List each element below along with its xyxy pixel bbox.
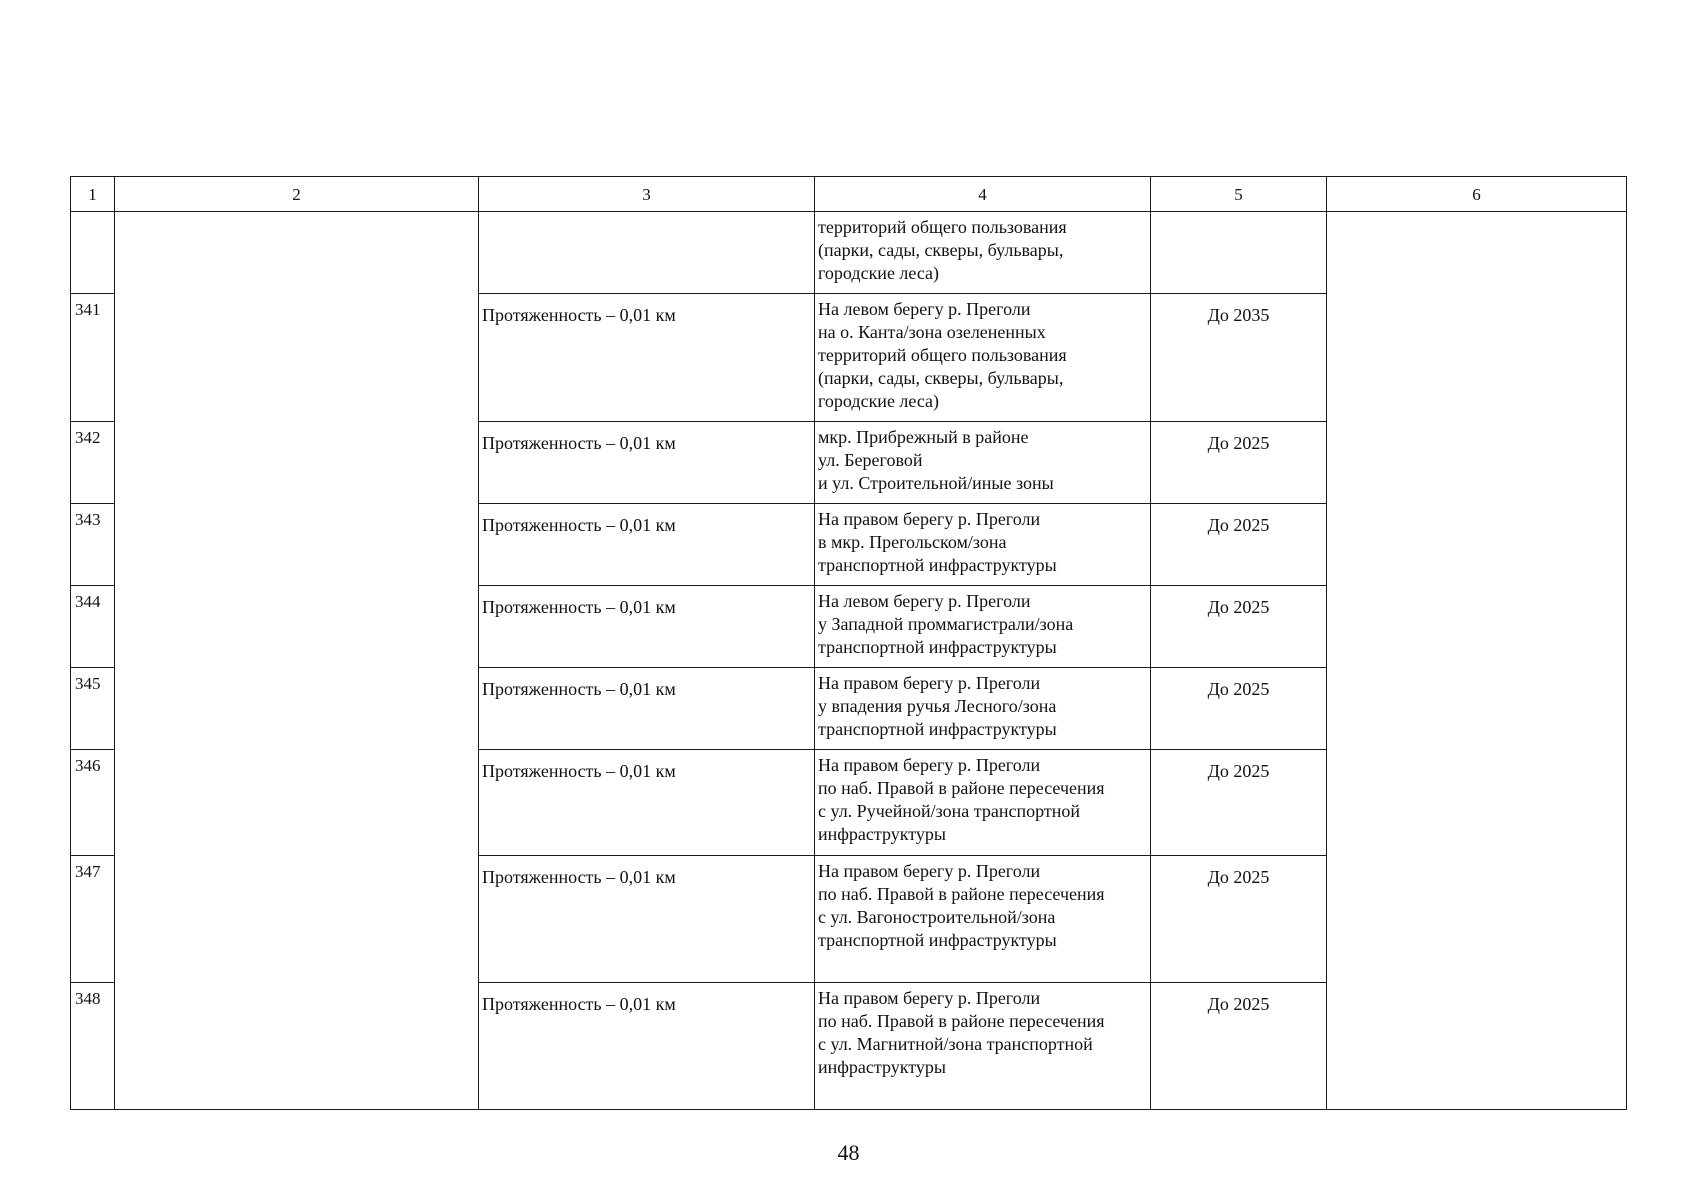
row-parameter: Протяженность – 0,01 км: [479, 586, 815, 668]
row-number: 341: [71, 294, 115, 422]
row-term: До 2025: [1151, 668, 1327, 750]
row-location: На левом берегу р. Преголи у Западной проммагистрали/зона транспортной инфраструктуры: [815, 586, 1151, 668]
row-number: 344: [71, 586, 115, 668]
row-term: До 2025: [1151, 504, 1327, 586]
row-location: территорий общего пользования (парки, сады, скверы, бульвары, городские леса): [815, 212, 1151, 294]
row-location: На левом берегу р. Преголи на о. Канта/зона озелененных территорий общего пользования (парки, сады, скверы, бульвары, городские леса): [815, 294, 1151, 422]
header-cell-2: 2: [115, 177, 479, 212]
row-term: До 2035: [1151, 294, 1327, 422]
row-parameter: Протяженность – 0,01 км: [479, 294, 815, 422]
row-number: 345: [71, 668, 115, 750]
row-parameter: Протяженность – 0,01 км: [479, 750, 815, 856]
row-parameter: Протяженность – 0,01 км: [479, 504, 815, 586]
row-number: [71, 212, 115, 294]
header-cell-6: 6: [1327, 177, 1627, 212]
row-number: 346: [71, 750, 115, 856]
row-location: мкр. Прибрежный в районе ул. Береговой и ул. Строительной/иные зоны: [815, 422, 1151, 504]
row-parameter: Протяженность – 0,01 км: [479, 668, 815, 750]
row-term: [1151, 212, 1327, 294]
header-row: [71, 177, 1627, 212]
row-number: 348: [71, 983, 115, 1110]
row-parameter: Протяженность – 0,01 км: [479, 983, 815, 1110]
row-term: До 2025: [1151, 750, 1327, 856]
row-location: На правом берегу р. Преголи по наб. Правой в районе пересечения с ул. Вагоностроительной/зона транспортной инфраструктуры: [815, 856, 1151, 983]
data-table: [70, 176, 1627, 1110]
row-location: На правом берегу р. Преголи у впадения ручья Лесного/зона транспортной инфраструктуры: [815, 668, 1151, 750]
page-number: 48: [837, 1140, 860, 1165]
merged-column-2: [115, 212, 479, 1110]
row-term: До 2025: [1151, 586, 1327, 668]
row-term: До 2025: [1151, 856, 1327, 983]
row-number: 343: [71, 504, 115, 586]
row-number: 342: [71, 422, 115, 504]
row-term: До 2025: [1151, 422, 1327, 504]
row-location: На правом берегу р. Преголи по наб. Правой в районе пересечения с ул. Магнитной/зона транспортной инфраструктуры: [815, 983, 1151, 1110]
row-parameter: Протяженность – 0,01 км: [479, 856, 815, 983]
row-term: До 2025: [1151, 983, 1327, 1110]
row-parameter: Протяженность – 0,01 км: [479, 422, 815, 504]
continuation-row: [71, 212, 1627, 294]
row-location: На правом берегу р. Преголи в мкр. Прегольском/зона транспортной инфраструктуры: [815, 504, 1151, 586]
row-location: На правом берегу р. Преголи по наб. Правой в районе пересечения с ул. Ручейной/зона транспортной инфраструктуры: [815, 750, 1151, 856]
header-cell-5: 5: [1151, 177, 1327, 212]
header-cell-4: 4: [815, 177, 1151, 212]
row-number: 347: [71, 856, 115, 983]
row-parameter: [479, 212, 815, 294]
merged-column-6: [1327, 212, 1627, 1110]
header-cell-3: 3: [479, 177, 815, 212]
header-cell-1: 1: [71, 177, 115, 212]
